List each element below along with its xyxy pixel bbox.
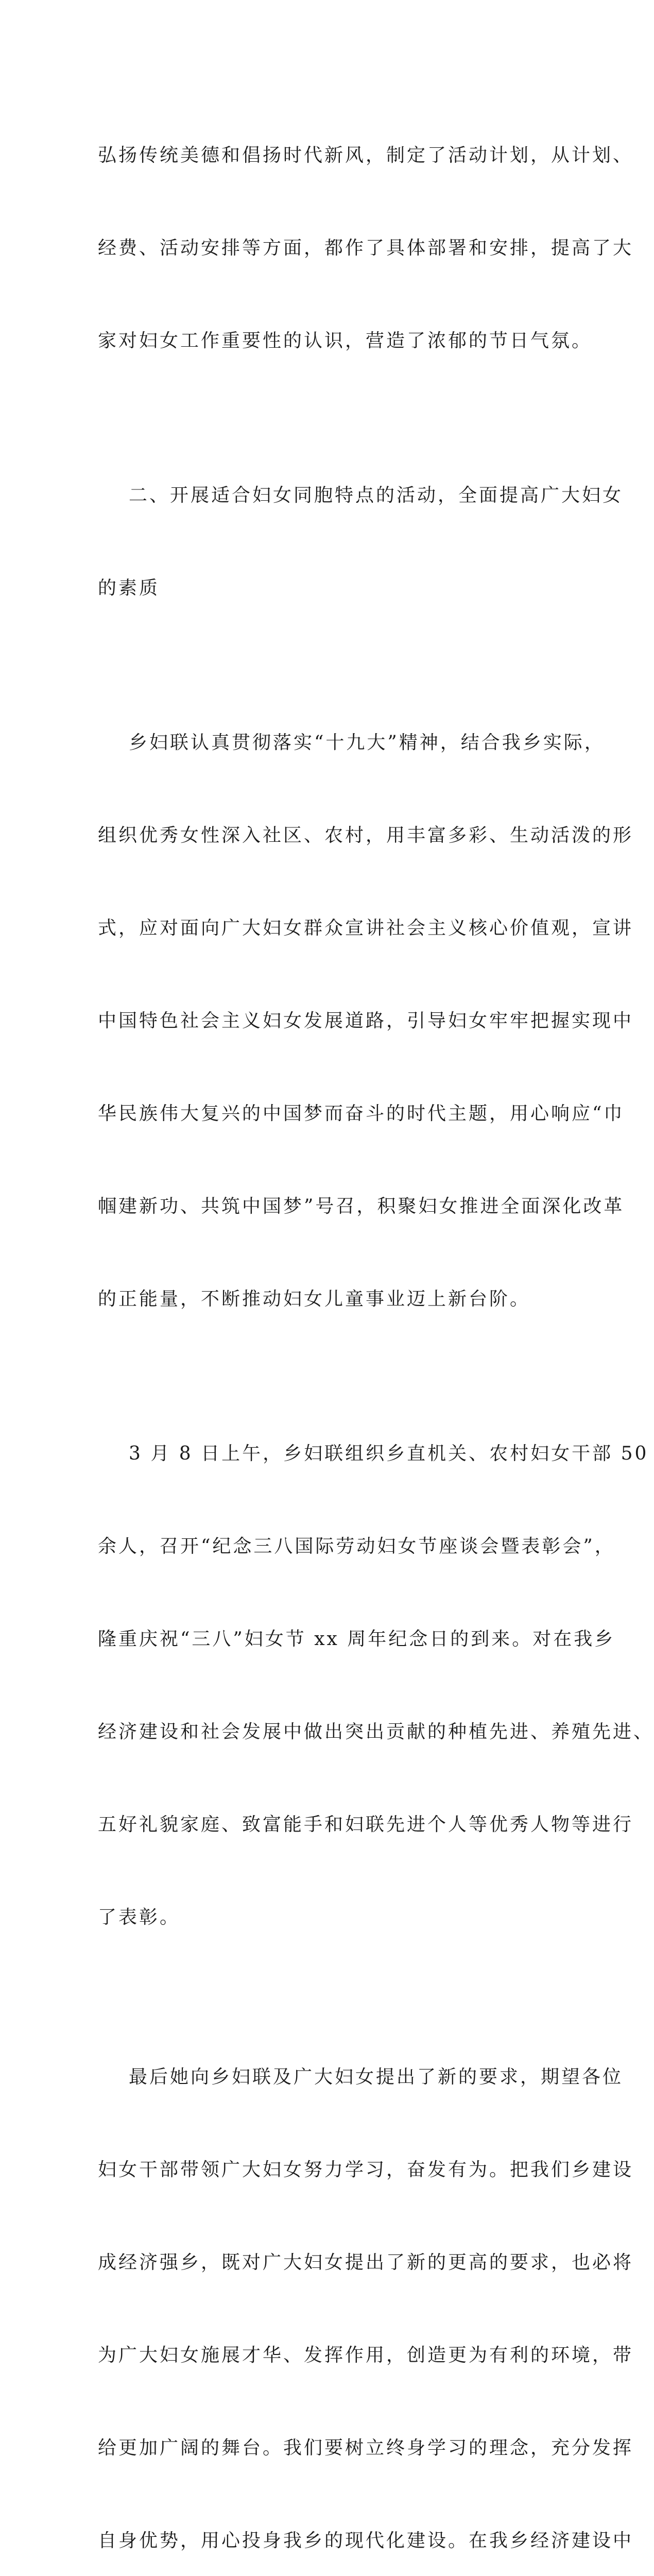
text-line: 帼建新功、共筑中国梦”号召，积聚妇女推进全面深化改革: [98, 1196, 625, 1217]
section-heading-2: [98, 418, 624, 666]
document-body: [98, 78, 654, 2576]
text-line: 隆重庆祝“三八”妇女节 xx 周年纪念日的到来。对在我乡: [98, 1629, 615, 1650]
paragraph-5: [98, 2000, 634, 2576]
paragraph-3: [98, 666, 634, 1377]
text-line: 了表彰。: [98, 1907, 181, 1928]
text-line: 五好礼貌家庭、致富能手和妇联先进个人等优秀人物等进行: [98, 1814, 634, 1835]
text-line: 式，应对面向广大妇女群众宣讲社会主义核心价值观，宣讲: [98, 918, 634, 939]
text-line: 的正能量，不断推动妇女儿童事业迈上新台阶。: [98, 1289, 531, 1310]
text-line: 家对妇女工作重要性的认识，营造了浓郁的节日气氛。: [98, 330, 593, 351]
text-line: 余人，召开“纪念三八国际劳动妇女节座谈会暨表彰会”，: [98, 1536, 615, 1557]
text-line: 给更加广阔的舞台。我们要树立终身学习的理念，充分发挥: [98, 2437, 634, 2459]
text-line: 华民族伟大复兴的中国梦而奋斗的时代主题，用心响应“巾: [98, 1103, 625, 1124]
text-line: 组织优秀女性深入社区、农村，用丰富多彩、生动活泼的形: [98, 825, 634, 846]
text-line: 妇女干部带领广大妇女努力学习，奋发有为。把我们乡建设: [98, 2159, 634, 2180]
text-line: 中国特色社会主义妇女发展道路，引导妇女牢牢把握实现中: [98, 1010, 634, 1031]
text-line: 为广大妇女施展才华、发挥作用，创造更为有利的环境，带: [98, 2345, 634, 2366]
text-line: 乡妇联认真贯彻落实“十九大”精神，结合我乡实际，: [129, 732, 605, 753]
text-line: 成经济强乡，既对广大妇女提出了新的更高的要求，也必将: [98, 2252, 634, 2273]
text-line: 自身优势，用心投身我乡的现代化建设。在我乡经济建设中: [98, 2530, 634, 2551]
text-line: 经费、活动安排等方面，都作了具体部署和安排，提高了大: [98, 238, 634, 259]
text-line: 弘扬传统美德和倡扬时代新风，制定了活动计划，从计划、: [98, 145, 634, 166]
text-line: 的素质: [98, 578, 160, 599]
paragraph-4: [98, 1377, 654, 1995]
text-line: 最后她向乡妇联及广大妇女提出了新的要求，期望各位: [129, 2066, 624, 2088]
text-line: 二、开展适合妇女同胞特点的活动，全面提高广大妇女: [129, 485, 624, 506]
paragraph-1: [98, 78, 634, 418]
text-line: 3 月 8 日上午，乡妇联组织乡直机关、农村妇女干部 50: [129, 1443, 649, 1464]
text-line: 经济建设和社会发展中做出突出贡献的种植先进、养殖先进、: [98, 1721, 654, 1742]
